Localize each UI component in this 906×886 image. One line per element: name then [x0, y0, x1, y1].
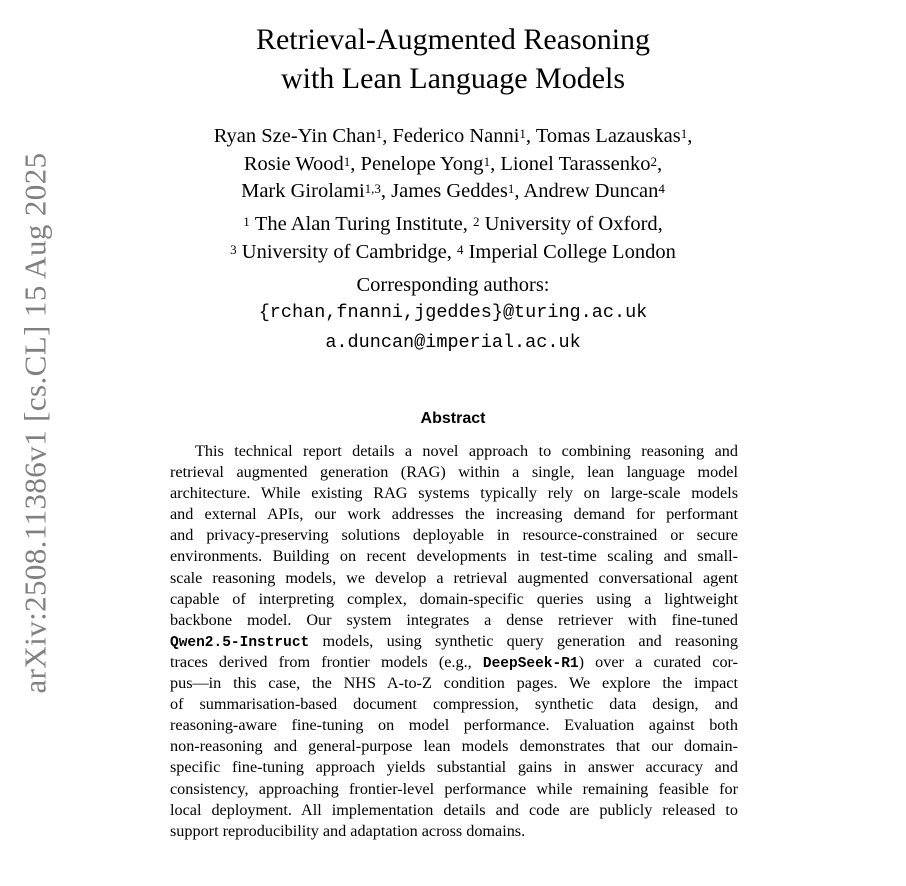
corresponding-email-imperial: a.duncan@imperial.ac.uk: [325, 332, 581, 353]
affiliation-name: The Alan Turing Institute: [254, 213, 463, 235]
author-affiliation-mark: 1: [343, 153, 351, 169]
affiliation-number: 1: [243, 214, 250, 229]
abstract-line: capable of interpreting complex, domain-specific queries using a lightweight: [170, 589, 738, 608]
abstract-line: architecture. While existing RAG systems typically rely on large-scale models: [170, 484, 738, 503]
abstract-line: This technical report details a novel approach to combining reasoning and: [195, 442, 738, 460]
affiliation-separator: ,: [446, 240, 457, 263]
author-separator: ,: [380, 180, 392, 202]
abstract-line: non-reasoning and general-purpose lean models demonstrates that our domain-: [170, 737, 738, 756]
affiliation-list: [0, 211, 906, 266]
abstract-line: reasoning-aware fine-tuning on model performance. Evaluation against both: [170, 716, 738, 735]
author-affiliation-mark: 1: [483, 153, 491, 169]
author-name: Mark Girolami: [241, 180, 365, 202]
abstract-line: environments. Building on recent developments in test-time scaling and small-: [170, 547, 738, 566]
corresponding-authors: [0, 272, 906, 358]
author-list: [0, 123, 906, 206]
abstract-line: backbone model. Our system integrates a dense retriever with fine-tuned: [170, 610, 738, 629]
arxiv-identifier-text: arXiv:2508.11386v1 [cs.CL] 15 Aug 2025: [17, 151, 53, 694]
abstract-line: specific fine-tuning approach yields substantial gains in answer accuracy and: [170, 758, 738, 777]
author-affiliation-mark: 1,3: [364, 181, 381, 196]
abstract-line: traces derived from frontier models (e.g., DeepSeek-R1) over a curated cor-: [170, 652, 738, 672]
author-separator: ,: [687, 125, 693, 147]
abstract-line: consistency, approaching frontier-level performance while remaining feasible for: [170, 779, 738, 798]
affiliation-separator: ,: [462, 213, 473, 235]
affiliation-number: 3: [230, 241, 237, 257]
author-line-3: [0, 178, 906, 206]
author-name: Federico Nanni: [392, 125, 520, 147]
author-name: Andrew Duncan: [523, 180, 659, 202]
model-name-code: Qwen2.5-Instruct: [170, 634, 310, 651]
affiliation-line-1: [0, 211, 906, 239]
abstract-line: and external APIs, our work addresses the increasing demand for performant: [170, 505, 738, 524]
author-separator: ,: [490, 152, 501, 175]
affiliation-name: Imperial College London: [468, 240, 676, 263]
author-affiliation-mark: 1: [519, 126, 526, 141]
corresponding-email-turing: {rchan,fnanni,jgeddes}@turing.ac.uk: [258, 302, 648, 323]
author-separator: ,: [514, 180, 524, 202]
abstract-line: and privacy-preserving solutions deployable in resource-constrained or secure: [170, 526, 738, 545]
author-name: Tomas Lazauskas: [535, 125, 681, 147]
affiliation-separator: ,: [657, 213, 663, 235]
author-name: Ryan Sze-Yin Chan: [213, 125, 376, 147]
author-separator: ,: [525, 125, 536, 147]
title-line-1: Retrieval-Augmented Reasoning: [255, 23, 651, 56]
affiliation-number: 2: [472, 214, 480, 229]
abstract-line: pus—in this case, the NHS A-to-Z condition pages. We explore the impact: [170, 674, 738, 693]
author-affiliation-mark: 1: [375, 126, 383, 141]
author-line-1: [0, 123, 906, 151]
author-affiliation-mark: 2: [650, 153, 657, 169]
author-affiliation-mark: 1: [507, 181, 515, 196]
affiliation-name: University of Cambridge: [241, 240, 447, 263]
affiliation-name: University of Oxford: [484, 213, 658, 235]
model-name-code: DeepSeek-R1: [482, 655, 579, 672]
author-separator: ,: [657, 152, 663, 175]
author-name: Lionel Tarassenko: [500, 152, 651, 175]
author-name: Penelope Yong: [360, 152, 484, 175]
abstract-line: retrieval augmented generation (RAG) within a single, lean language model: [170, 463, 738, 482]
abstract-line: support reproducibility and adaptation across domains.: [170, 821, 526, 840]
abstract-body: [170, 441, 738, 842]
author-separator: ,: [350, 152, 361, 175]
abstract-line: Qwen2.5-Instruct models, using synthetic query generation and reasoning: [170, 631, 738, 651]
abstract-line: scale reasoning models, we develop a retrieval augmented conversational agent: [170, 568, 738, 587]
corresponding-label: Corresponding authors:: [356, 274, 550, 296]
abstract-heading: Abstract: [420, 410, 486, 427]
affiliation-number: 4: [456, 241, 464, 257]
author-name: James Geddes: [391, 180, 508, 202]
author-affiliation-mark: 4: [658, 181, 665, 196]
affiliation-line-2: [0, 239, 906, 267]
author-affiliation-mark: 1: [680, 126, 688, 141]
abstract-line: local deployment. All implementation details and code are publicly released to: [170, 800, 738, 819]
author-separator: ,: [382, 125, 393, 147]
abstract-line: of summarisation-based document compression, synthetic data design, and: [170, 695, 738, 714]
author-line-2: [0, 151, 906, 179]
paper-title: [0, 20, 906, 98]
author-name: Rosie Wood: [243, 152, 344, 175]
title-line-2: with Lean Language Models: [280, 62, 626, 95]
